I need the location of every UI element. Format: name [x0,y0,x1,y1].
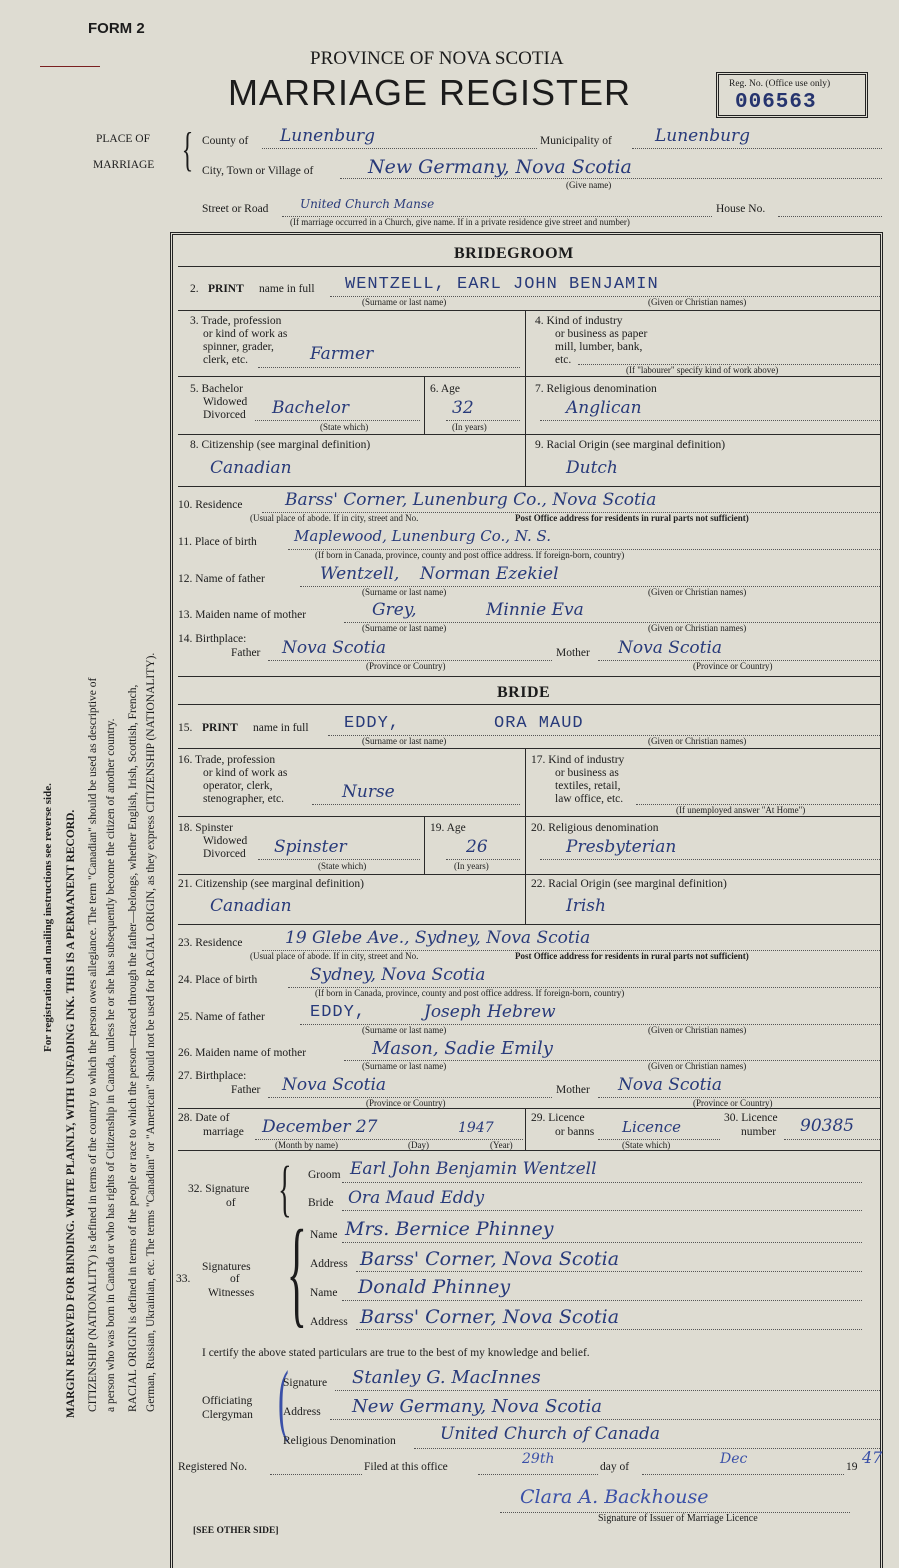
q5-line1: 5. Bachelor [190,383,244,395]
issuer-signature: Clara A. Backhouse [520,1486,709,1508]
q11-label: 11. Place of birth [178,536,257,548]
bride-given: ORA MAUD [494,714,584,733]
year-prefix: 19 [846,1461,858,1473]
bride-residence: 19 Glebe Ave., Sydney, Nova Scotia [285,928,591,948]
q33-line4: Witnesses [208,1287,255,1299]
q13-label: 13. Maiden name of mother [178,609,307,621]
q30-line2: number [741,1126,777,1138]
q13-surname-hint: (Surname or last name) [362,623,447,633]
q4-hint: (If "labourer" specify kind of work above) [626,365,779,375]
q10-hint-b: Post Office address for residents in rural parts not sufficient) [515,513,749,523]
q16-line4: stenographer, etc. [203,793,284,805]
q26-surname-hint: (Surname or last name) [362,1061,447,1071]
w2-address: Barss' Corner, Nova Scotia [360,1306,620,1328]
w1-address: Barss' Corner, Nova Scotia [360,1248,620,1270]
clergy-address: New Germany, Nova Scotia [352,1396,602,1417]
q10-label: 10. Residence [178,499,243,511]
bridegroom-heading: BRIDEGROOM [454,245,574,262]
q5-line3: Divorced [203,409,246,421]
marriage-month-day: December 27 [262,1117,378,1137]
marriage-year: 1947 [458,1120,494,1136]
q23-label: 23. Residence [178,937,243,949]
q17-line3: textiles, retail, [555,780,621,792]
filed-month: Dec [720,1451,748,1467]
municipality-value: Lunenburg [655,126,751,146]
place-label-1: PLACE OF [96,133,150,145]
q27-mother-hint: (Province or Country) [693,1098,773,1108]
q4-line3: mill, lumber, bank, [555,341,643,353]
w1-address-label: Address [310,1258,348,1270]
certify-text: I certify the above stated particulars are true to the best of my knowledge and belief. [202,1347,590,1359]
bride-mother-name: Mason, Sadie Emily [372,1038,553,1059]
bride-father-surname: EDDY, [310,1003,367,1022]
q3-line1: 3. Trade, profession [190,315,282,327]
groom-citizenship: Canadian [210,458,292,478]
bride-surname: EDDY, [344,714,401,733]
q33-brace: { [286,1205,307,1338]
q15-print: PRINT [202,722,238,734]
groom-birthplace: Maplewood, Lunenburg Co., N. S. [294,527,551,545]
q14-label: 14. Birthplace: [178,633,247,645]
q2-print: PRINT [208,283,244,295]
w2-address-label: Address [310,1316,348,1328]
q32-brace: { [278,1155,292,1223]
bride-birthplace: Sydney, Nova Scotia [310,965,486,985]
year-hint: (Year) [490,1140,513,1150]
street-label: Street or Road [202,203,269,215]
q32-line1: 32. Signature [188,1183,250,1195]
q27-father-hint: (Province or Country) [366,1098,446,1108]
q15-prefix: 15. [178,722,193,734]
groom-years-hint: (In years) [452,422,487,432]
groom-given-hint: (Given or Christian names) [648,297,747,307]
groom-mother-surname: Grey, [372,600,417,620]
q12-surname-hint: (Surname or last name) [362,587,447,597]
q18-line1: 18. Spinster [178,822,233,834]
q16-line3: operator, clerk, [203,780,273,792]
q33-line2: 33. [176,1273,191,1285]
q19-label: 19. Age [430,822,466,834]
q15-label: name in full [253,722,309,734]
bride-signature: Ora Maud Eddy [348,1188,485,1208]
q17-line2: or business as [555,767,619,779]
q2-label: name in full [259,283,315,295]
bride-origin: Irish [566,896,606,916]
side-line-2: MARGIN RESERVED FOR BINDING. WRITE PLAINLY, WITH UNFADING INK. THIS IS A PERMANENT RECORD. [65,809,77,1418]
place-label-2: MARRIAGE [93,159,155,171]
q25-label: 25. Name of father [178,1011,265,1023]
bride-years-hint: (In years) [454,861,489,871]
see-other-side: [SEE OTHER SIDE] [193,1526,279,1536]
q14-mother-label: Mother [556,647,590,659]
bride-heading: BRIDE [497,684,551,701]
q18-line2: Widowed [203,835,248,847]
groom-status: Bachelor [272,398,349,418]
filed-day: 29th [522,1451,555,1467]
q27-father-label: Father [231,1084,261,1096]
q4-line4: etc. [555,354,572,366]
q3-line2: or kind of work as [203,328,288,340]
groom-surname-hint: (Surname or last name) [362,297,447,307]
margin-mark [40,66,100,67]
q6-label: 6. Age [430,383,461,395]
groom-state-hint: (State which) [320,422,369,432]
groom-residence: Barss' Corner, Lunenburg Co., Nova Scotia [285,490,657,510]
q4-line2: or business as paper [555,328,648,340]
groom-father-birthplace: Nova Scotia [282,638,387,658]
bride-status: Spinster [274,837,347,857]
licence-state-hint: (State which) [622,1140,671,1150]
bride-trade: Nurse [342,782,395,802]
issuer-label: Signature of Issuer of Marriage Licence [598,1513,758,1524]
q17-line4: law office, etc. [555,793,624,805]
county-label: County of [202,135,249,147]
q16-line1: 16. Trade, profession [178,754,276,766]
groom-trade: Farmer [310,344,374,364]
groom-mother-given: Minnie Eva [486,600,584,620]
side-line-4: a person who was born in Canada or who has rights of Citizenship in Canada, unless he or she has subsequently become the citizen of another country. [105,718,117,1412]
q29-line2: or banns [555,1126,595,1138]
clergy-address-label: Address [283,1406,321,1418]
groom-signature: Earl John Benjamin Wentzell [350,1159,597,1179]
q22-label: 22. Racial Origin (see marginal definition) [531,878,727,890]
county-value: Lunenburg [280,126,376,146]
q32-line2: of [226,1197,236,1209]
house-label: House No. [716,203,766,215]
bride-sig-label: Bride [308,1197,334,1209]
q16-line2: or kind of work as [203,767,288,779]
day-of-label: day of [600,1461,630,1473]
province-title: PROVINCE OF NOVA SCOTIA [310,48,564,69]
w2-name: Donald Phinney [358,1276,511,1298]
w1-name: Mrs. Bernice Phinney [345,1218,554,1240]
side-line-1: For registration and mailing instructions see reverse side. [42,783,54,1052]
q26-given-hint: (Given or Christian names) [648,1061,747,1071]
groom-mother-birthplace: Nova Scotia [618,638,723,658]
q28-line2: marriage [203,1126,244,1138]
q11-hint: (If born in Canada, province, county and post office address. If foreign-born, country) [315,550,625,560]
denom-label: Religious Denomination [283,1435,396,1447]
form-number: FORM 2 [88,20,145,37]
w1-name-label: Name [310,1229,338,1241]
street-value: United Church Manse [300,197,435,211]
clergy-sig-label: Signature [283,1377,328,1389]
q2-prefix: 2. [190,283,199,295]
q3-line4: clerk, etc. [203,354,249,366]
q28-line1: 28. Date of [178,1112,230,1124]
q21-label: 21. Citizenship (see marginal definition) [178,878,364,890]
bride-surname-hint: (Surname or last name) [362,736,447,746]
bride-father-given: Joseph Hebrew [424,1002,556,1022]
bride-mother-birthplace: Nova Scotia [618,1075,723,1095]
groom-sig-label: Groom [308,1169,341,1181]
q3-line3: spinner, grader, [203,341,274,353]
city-hint: (Give name) [566,180,612,190]
bride-religion: Presbyterian [566,837,677,857]
w2-name-label: Name [310,1287,338,1299]
reg-box [716,72,868,118]
page-title: MARRIAGE REGISTER [228,72,632,113]
place-brace: { [181,123,194,176]
q17-line1: 17. Kind of industry [531,754,625,766]
q14-father-hint: (Province or Country) [366,661,446,671]
q30-line1: 30. Licence [724,1112,778,1124]
q23-hint-b: Post Office address for residents in rural parts not sufficient) [515,951,749,961]
q7-label: 7. Religious denomination [535,383,657,395]
bride-age: 26 [466,837,488,857]
clergy-signature: Stanley G. MacInnes [352,1367,541,1388]
groom-father-given: Norman Ezekiel [420,564,559,584]
groom-name: WENTZELL, EARL JOHN BENJAMIN [345,275,659,294]
groom-religion: Anglican [566,398,642,418]
q27-mother-label: Mother [556,1084,590,1096]
q25-given-hint: (Given or Christian names) [648,1025,747,1035]
q4-line1: 4. Kind of industry [535,315,623,327]
q25-surname-hint: (Surname or last name) [362,1025,447,1035]
clergyman-label: Clergyman [202,1409,253,1421]
bride-state-hint: (State which) [318,861,367,871]
q12-given-hint: (Given or Christian names) [648,587,747,597]
q24-hint: (If born in Canada, province, county and post office address. If foreign-born, country) [315,988,625,998]
reg-box-label: Reg. No. (Office use only) [729,79,831,89]
q24-label: 24. Place of birth [178,974,258,986]
bride-citizenship: Canadian [210,896,292,916]
bride-given-hint: (Given or Christian names) [648,736,747,746]
q18-line3: Divorced [203,848,246,860]
side-line-5: RACIAL ORIGIN is defined in terms of the people or race to which the person—traced through the father—belongs, whether English, Irish, Scottish, French, [127,684,139,1412]
day-hint: (Day) [408,1140,429,1150]
q5-line2: Widowed [203,396,248,408]
groom-origin: Dutch [566,458,618,478]
officiating-label: Officiating [202,1395,253,1407]
q33-line1: Signatures [202,1261,251,1273]
q29-line1: 29. Licence [531,1112,585,1124]
q33-line3: of [230,1273,240,1285]
q12-label: 12. Name of father [178,573,265,585]
reg-number: 006563 [735,91,817,114]
q14-mother-hint: (Province or Country) [693,661,773,671]
groom-age: 32 [452,398,474,418]
q9-label: 9. Racial Origin (see marginal definition) [535,439,726,451]
groom-father-surname: Wentzell, [320,564,400,584]
q26-label: 26. Maiden name of mother [178,1047,307,1059]
bride-father-birthplace: Nova Scotia [282,1075,387,1095]
q14-father-label: Father [231,647,261,659]
registered-label: Registered No. [178,1461,247,1473]
municipality-label: Municipality of [540,135,612,147]
street-hint: (If marriage occurred in a Church, give name. If in a private residence give street and number) [290,217,630,227]
month-hint: (Month by name) [275,1140,338,1150]
q13-given-hint: (Given or Christian names) [648,623,747,633]
side-line-3: CITIZENSHIP (NATIONALITY) is defined in terms of the country to which the person owes allegiance. The term "Canadian" should be used as descriptive of [87,677,99,1412]
q23-hint-a: (Usual place of abode. If in city, street and No. [250,951,419,961]
q27-label: 27. Birthplace: [178,1070,247,1082]
q10-hint-a: (Usual place of abode. If in city, street and No. [250,513,419,523]
city-value: New Germany, Nova Scotia [368,156,632,178]
filed-year: 47 [862,1448,883,1467]
licence-type: Licence [622,1118,681,1136]
city-label: City, Town or Village of [202,165,314,177]
q8-label: 8. Citizenship (see marginal definition) [190,439,371,451]
clergy-denomination: United Church of Canada [440,1424,660,1444]
side-line-6: German, Russian, Ukrainian, etc. The terms "Canadian" or "American" should not be used for RACIAL ORIGIN, as they express CITIZENSHIP (NATIONALITY). [145,652,157,1412]
clergy-bracket: ( [277,1356,289,1444]
licence-number: 90385 [800,1116,855,1136]
filed-label: Filed at this office [364,1461,448,1473]
q17-hint: (If unemployed answer "At Home") [676,805,806,815]
q20-label: 20. Religious denomination [531,822,659,834]
